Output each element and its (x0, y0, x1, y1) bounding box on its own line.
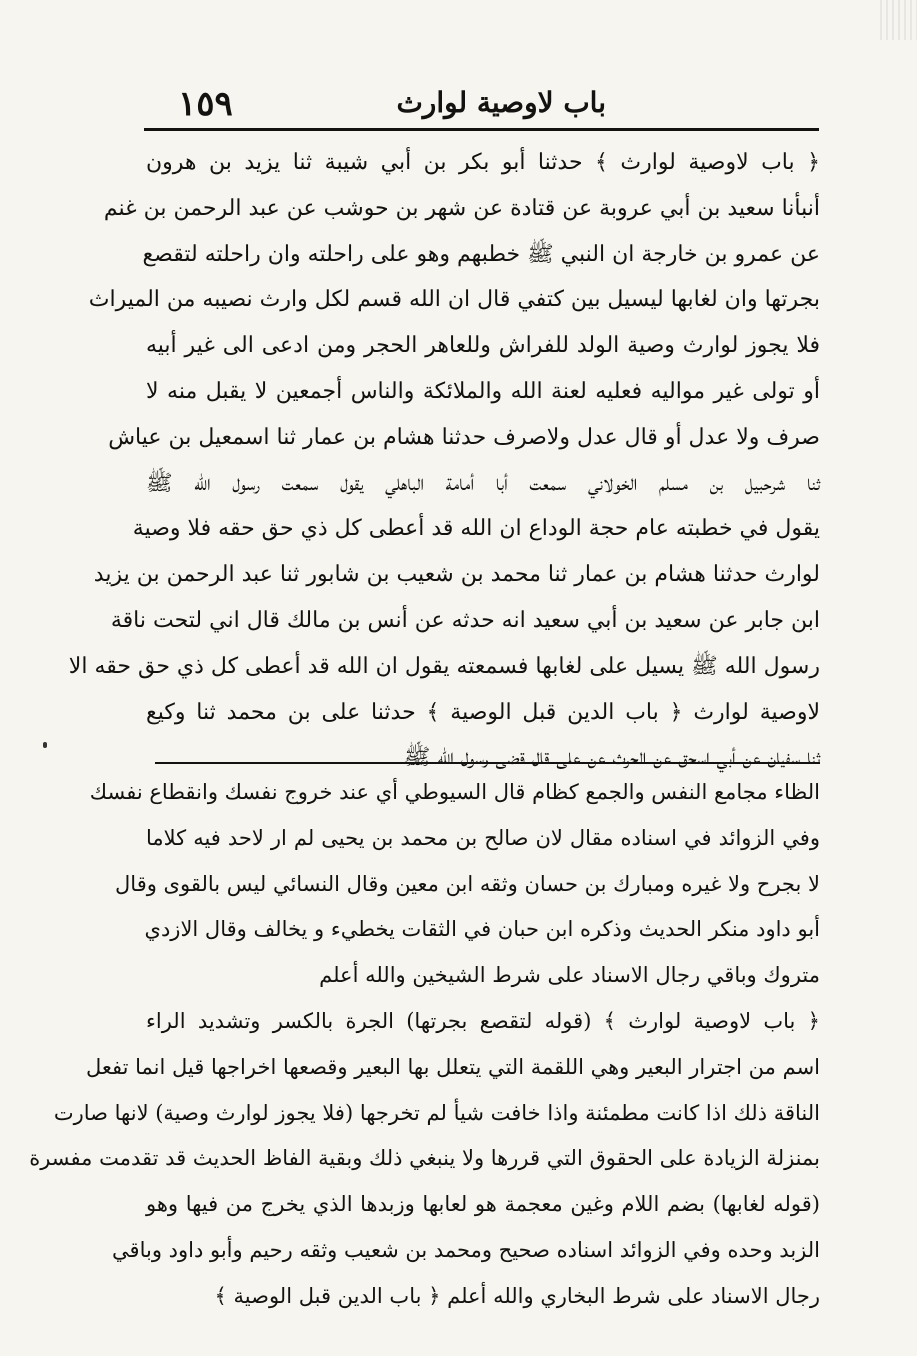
main-line: ثنا سفيان عن أبي اسحق عن الحرث عن على قال قضى رسول الله ﷺ (403, 745, 820, 771)
main-line: ثنا شرحبيل بن مسلم الخولاني سمعت أبا أمامة الباهلي يقول سمعت رسول الله ﷺ (146, 470, 820, 496)
main-line: أنبأنا سعيد بن أبي عروبة عن قتادة عن شهر بن حوشب عن عبد الرحمن بن غنم (103, 195, 820, 221)
page-header (144, 82, 816, 128)
note-line: الظاء مجامع النفس والجمع كظام قال السيوطي أي عند خروج نفسك وانقطاع نفسك (89, 780, 820, 804)
note-line: الزبد وحده وفي الزوائد اسناده صحيح ومحمد بن شعيب وثقه رحيم وأبو داود وباقي (112, 1237, 820, 1262)
main-line: لوارث حدثنا هشام بن عمار ثنا محمد بن شعيب بن شابور ثنا عبد الرحمن بن يزيد (93, 562, 820, 588)
main-line: ﴿ باب لاوصية لوارث ﴾ حدثنا أبو بكر بن أبي شيبة ثنا يزيد بن هرون (146, 150, 820, 175)
note-line: بمنزلة الزيادة على الحقوق التي قررها ولا ينبغي ذلك وبقية الفاظ الحديث قد تقدمت مفسرة (29, 1146, 820, 1171)
main-line: عن عمرو بن خارجة ان النبي ﷺ خطبهم وهو على راحلته وان راحلته لتقصع (142, 241, 820, 267)
main-line: يقول في خطبته عام حجة الوداع ان الله قد أعطى كل ذي حق حقه فلا وصية (132, 516, 820, 542)
main-line: فلا يجوز لوارث وصية الولد للفراش وللعاهر الحجر ومن ادعى الى غير أبيه (146, 333, 820, 359)
main-line: ابن جابر عن سعيد بن أبي سعيد انه حدثه عن أنس بن مالك قال اني لتحت ناقة (110, 607, 820, 633)
page-number: ١٥٩ (178, 84, 233, 124)
note-line: اسم من اجترار البعير وهي اللقمة التي يتعلل بها البعير وقصعها اخراجها قيل انما تفعل (85, 1054, 820, 1079)
note-line: لا بجرح ولا غيره ومبارك بن حسان وثقه ابن معين وقال النسائي ليس بالقوى وقال (115, 871, 820, 896)
note-line: وفي الزوائد في اسناده مقال لان صالح بن محمد بن يحيى لم ار لاحد فيه كلاما (146, 825, 820, 850)
header-rule (144, 128, 819, 131)
main-line: بجرتها وان لغابها ليسيل بين كتفي قال ان الله قسم لكل وارث نصيبه من الميراث (88, 287, 820, 313)
running-title: باب لاوصية لوارث (396, 86, 606, 119)
margin-mark (43, 742, 47, 748)
note-line: متروك وباقي رجال الاسناد على شرط الشيخين والله أعلم (319, 963, 820, 988)
note-line: الناقة ذلك اذا كانت مطمئنة واذا خافت شيأ لم تخرجها (فلا يجوز لوارث وصية) لانها صارت (53, 1100, 820, 1125)
scan-edge-artifact (880, 0, 917, 40)
main-line: صرف ولا عدل أو قال عدل ولاصرف حدثنا هشام بن عمار ثنا اسمعيل بن عياش (108, 424, 820, 450)
main-line: رسول الله ﷺ يسيل على لغابها فسمعته يقول ان الله قد أعطى كل ذي حق حقه الا (68, 653, 820, 679)
notes-divider (155, 762, 820, 764)
note-line: (قوله لغابها) بضم اللام وغين معجمة هو لعابها وزبدها الذي يخرج من فيها وهو (146, 1192, 820, 1217)
note-line: ﴿ باب لاوصية لوارث ﴾ (قوله لتقصع بجرتها) الجرة بالكسر وتشديد الراء (146, 1008, 820, 1033)
note-line: أبو داود منكر الحديث وذكره ابن حبان في الثقات يخطيء و يخالف وقال الازدي (144, 917, 820, 942)
main-text (68, 140, 820, 781)
main-line: لاوصية لوارث ﴿ باب الدين قبل الوصية ﴾ حدثنا على بن محمد ثنا وكيع (146, 699, 820, 725)
note-line: رجال الاسناد على شرط البخاري والله أعلم ﴿ باب الدين قبل الوصية ﴾ (214, 1283, 820, 1308)
main-line: أو تولى غير مواليه فعليه لعنة الله والملائكة والناس أجمعين لا يقبل منه لا (146, 378, 820, 404)
footnotes-text (29, 770, 820, 1320)
